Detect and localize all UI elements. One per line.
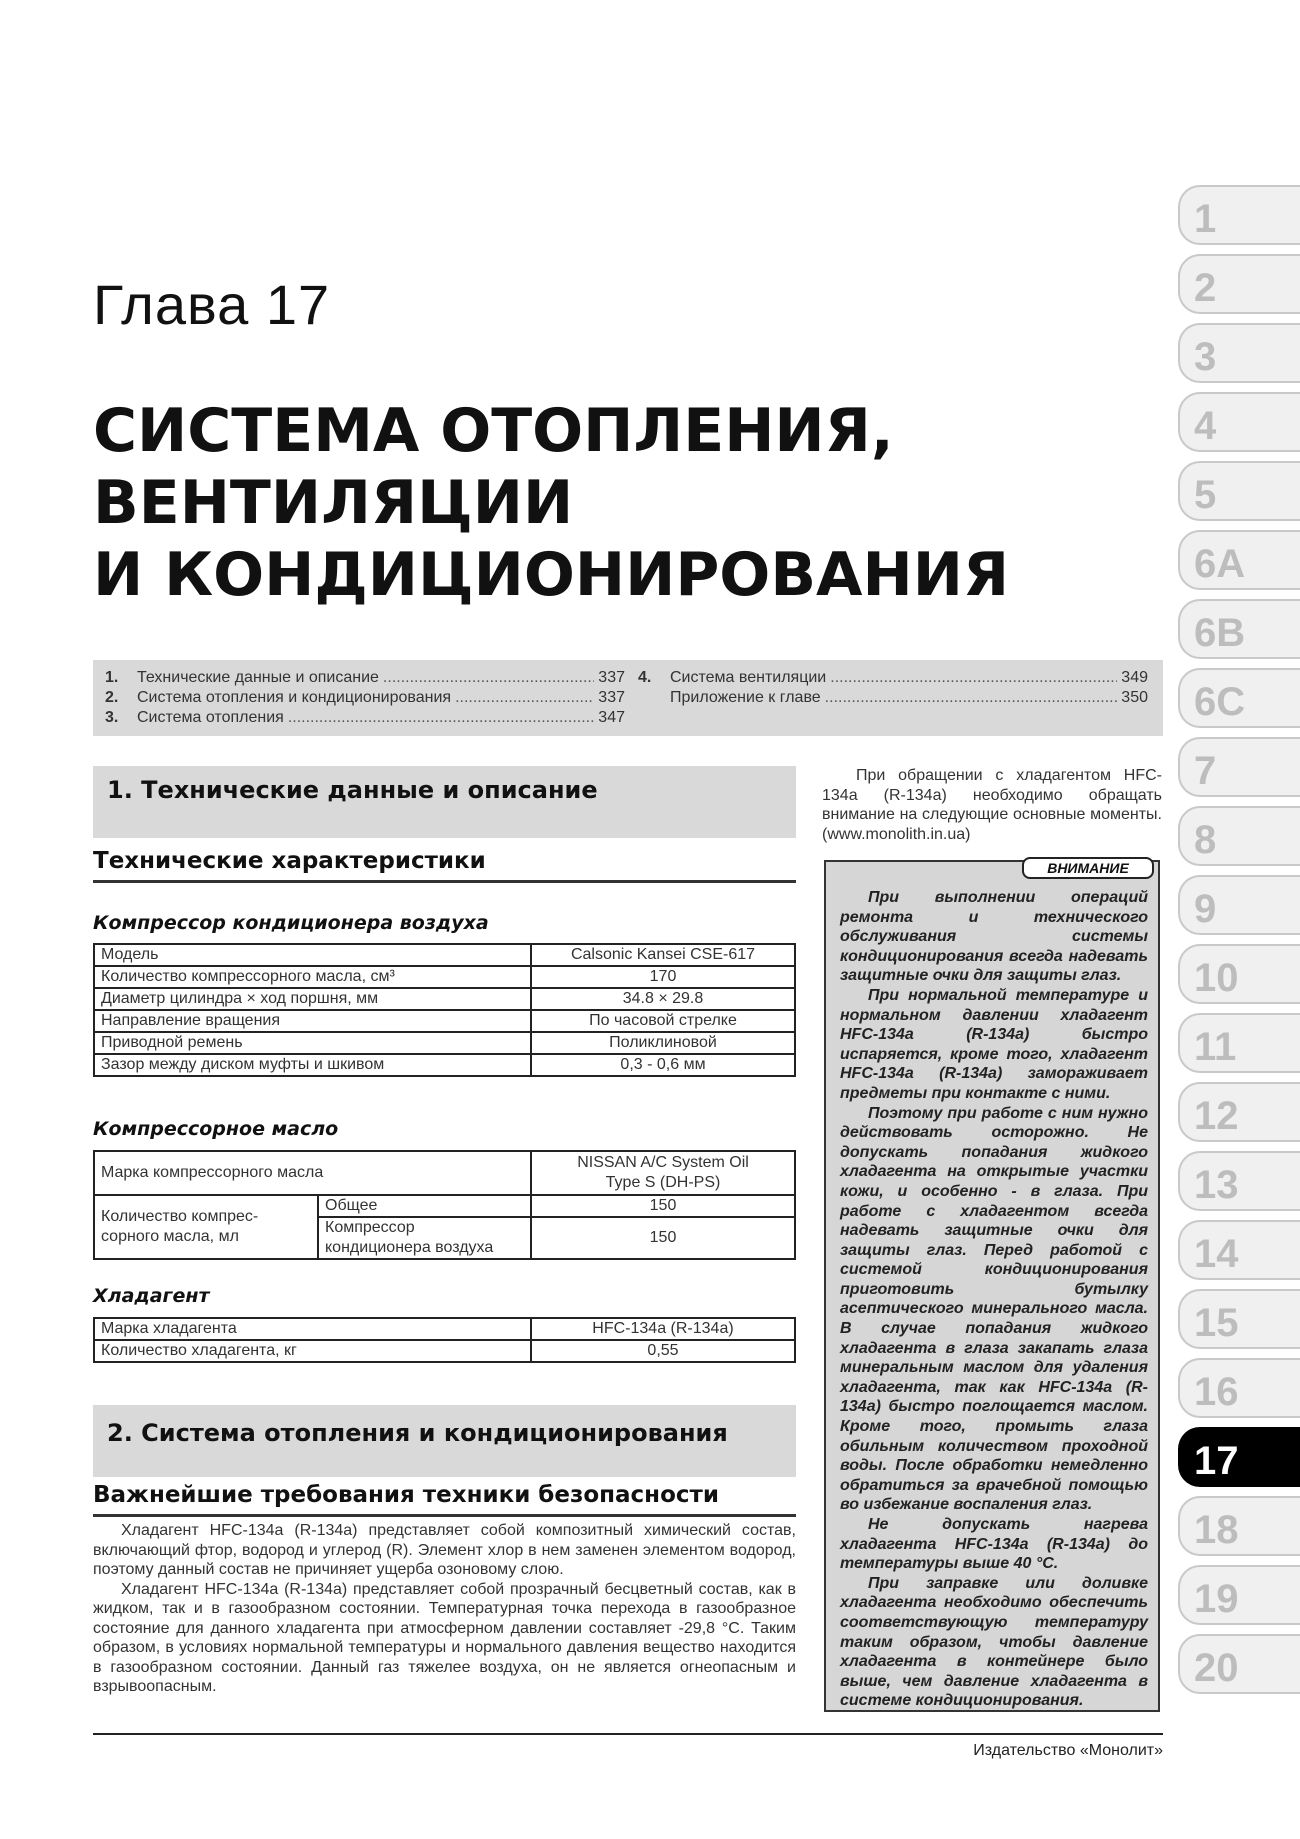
chapter-tab-label: 18 xyxy=(1194,1508,1239,1552)
paragraph: При обращении с хладагентом HFC-134a (R-134a) необходимо обращать внимание на следующие основные моменты. (www.monolith.in.ua) xyxy=(822,767,1162,843)
spec-value: 150 xyxy=(531,1195,795,1217)
warning-paragraph: Поэтому при работе с ним нужно действовать осторожно. Не допускать попадания жидкого хладагента на открытые участки кожи, и особенно - в глаза. При работе с хладагентом всегда надевать защитные очки для защиты глаз. Перед работой с системой кондиционирования приготовить бутылку асептического минерального масла. В случае попадания жидкого хладагента в глаза закапать глаза минеральным маслом для удаления хладагента, так как HFC-134a (R-134a) быстро поглощается маслом. Кроме того, промыть глаза обильным количеством проходной воды. После обработки немедленно обратиться за врачебной помощью во избежание воспаления глаз. xyxy=(840,1104,1148,1514)
footer-divider xyxy=(93,1733,1163,1735)
toc-leader xyxy=(825,688,1118,708)
spec-label xyxy=(94,1195,318,1259)
section-2-header: 2. Система отопления и кондиционирования xyxy=(93,1405,796,1477)
chapter-tab-label: 13 xyxy=(1194,1163,1239,1207)
chapter-tab-label: 7 xyxy=(1194,749,1217,793)
chapter-tab-label: 16 xyxy=(1194,1370,1239,1414)
compressor-heading: Компрессор кондиционера воздуха xyxy=(93,912,489,934)
spec-label: Модель xyxy=(94,944,531,966)
oil-spec-table xyxy=(93,1150,796,1260)
toc-leader xyxy=(455,688,594,708)
toc-leader xyxy=(383,668,594,688)
toc-item-text: Система отопления xyxy=(137,709,284,726)
spec-label-line: сорного масла, мл xyxy=(101,1228,239,1245)
chapter-tab-label: 5 xyxy=(1194,473,1217,517)
chapter-tab-label: 14 xyxy=(1194,1232,1239,1276)
chapter-tab-label: 19 xyxy=(1194,1577,1239,1621)
chapter-tab-4[interactable] xyxy=(1178,392,1300,452)
table-row xyxy=(94,1340,795,1362)
chapter-tab-label: 6A xyxy=(1194,542,1246,586)
toc-item-text: Приложение к главе xyxy=(670,689,821,706)
toc-column-left xyxy=(105,668,625,728)
spec-value: Calsonic Kansei CSE-617 xyxy=(531,944,795,966)
toc-item[interactable] xyxy=(105,688,625,708)
chapter-tab-13[interactable] xyxy=(1178,1151,1300,1211)
spec-label: Зазор между диском муфты и шкивом xyxy=(94,1054,531,1076)
chapter-tab-label: 20 xyxy=(1194,1646,1239,1690)
chapter-tab-15[interactable] xyxy=(1178,1289,1300,1349)
toc-item-number: 2. xyxy=(105,689,119,706)
chapter-tab-3[interactable] xyxy=(1178,323,1300,383)
toc-item[interactable] xyxy=(638,688,1148,708)
table-row xyxy=(94,1195,795,1217)
spec-sublabel: Общее xyxy=(318,1195,531,1217)
warning-paragraph: Не допускать нагрева хладагента HFC-134a (R-134a) до температуры выше 40 °С. xyxy=(840,1516,1148,1573)
toc-item-page: 350 xyxy=(1121,689,1148,706)
table-row xyxy=(94,988,795,1010)
spec-value-line: Type S (DH-PS) xyxy=(605,1174,721,1191)
publisher-name: Издательство «Монолит» xyxy=(973,1742,1163,1759)
chapter-tab-11[interactable] xyxy=(1178,1013,1300,1073)
table-row xyxy=(94,1318,795,1340)
table-of-contents xyxy=(93,660,1163,736)
chapter-tab-label: 9 xyxy=(1194,887,1217,931)
chapter-tab-12[interactable] xyxy=(1178,1082,1300,1142)
warning-label: ВНИМАНИЕ xyxy=(1022,857,1154,879)
toc-item-number: 3. xyxy=(105,709,119,726)
refrigerant-heading: Хладагент xyxy=(93,1285,210,1307)
chapter-tab-20[interactable] xyxy=(1178,1634,1300,1694)
toc-item-page: 337 xyxy=(598,669,625,686)
toc-item-text: Технические данные и описание xyxy=(137,669,379,686)
compressor-spec-table xyxy=(93,943,796,1077)
chapter-tab-label: 6B xyxy=(1194,611,1246,655)
right-intro xyxy=(822,766,1162,844)
table-row xyxy=(94,1032,795,1054)
chapter-tab-19[interactable] xyxy=(1178,1565,1300,1625)
table-row xyxy=(94,1010,795,1032)
chapter-tab-label: 2 xyxy=(1194,266,1217,310)
toc-item[interactable] xyxy=(105,668,625,688)
chapter-tab-label: 1 xyxy=(1194,197,1217,241)
section-1-header: 1. Технические данные и описание xyxy=(93,766,796,838)
toc-item-number: 4. xyxy=(638,669,652,686)
spec-value xyxy=(531,1151,795,1195)
toc-item[interactable] xyxy=(105,708,625,728)
section-2-body xyxy=(93,1521,796,1697)
paragraph: Хладагент HFC-134a (R-134a) представляет собой прозрачный бесцветный состав, как в жидком, так и в газообразном состоянии. Температурная точка перехода в газообразное состояние для данного хладагента при атмосферном давлении составляет -29,8 °С. Таким образом, в условиях нормальной температуры и нормального давления вещество находится в газообразном состоянии. Данный газ тяжелее воздуха, он не является огнеопасным и взрывоопасным. xyxy=(93,1580,796,1695)
spec-sublabel xyxy=(318,1217,531,1259)
section-2-subtitle: Важнейшие требования техники безопасности xyxy=(93,1482,796,1517)
spec-label: Приводной ремень xyxy=(94,1032,531,1054)
chapter-tab-label: 8 xyxy=(1194,818,1217,862)
chapter-tabs xyxy=(1178,185,1300,1703)
chapter-tab-9[interactable] xyxy=(1178,875,1300,935)
spec-value: 0,3 - 0,6 мм xyxy=(531,1054,795,1076)
warning-paragraph: При нормальной температуре и нормальном давлении хладагент HFC-134a (R-134a) быстро испаряется, кроме того, хладагент HFC-134a (R-134a) замораживает предметы при контакте с ними. xyxy=(840,986,1148,1102)
spec-value: По часовой стрелке xyxy=(531,1010,795,1032)
chapter-label: Глава 17 xyxy=(93,273,331,336)
toc-item-page: 337 xyxy=(598,689,625,706)
chapter-tab-18[interactable] xyxy=(1178,1496,1300,1556)
spec-label: Марка хладагента xyxy=(94,1318,531,1340)
spec-value: 34.8 × 29.8 xyxy=(531,988,795,1010)
chapter-tab-10[interactable] xyxy=(1178,944,1300,1004)
table-row xyxy=(94,1054,795,1076)
warning-box xyxy=(824,860,1160,1712)
oil-heading: Компрессорное масло xyxy=(93,1118,339,1140)
chapter-tab-label: 4 xyxy=(1194,404,1217,448)
toc-item-number: 1. xyxy=(105,669,119,686)
spec-value: HFC-134a (R-134a) xyxy=(531,1318,795,1340)
chapter-tab-label: 3 xyxy=(1194,335,1217,379)
chapter-tab-label: 10 xyxy=(1194,956,1239,1000)
chapter-tab-5[interactable] xyxy=(1178,461,1300,521)
chapter-tab-2[interactable] xyxy=(1178,254,1300,314)
toc-item-number xyxy=(638,688,670,708)
paragraph: Хладагент HFC-134a (R-134a) представляет собой композитный химический состав, включающий фтор, водород и углерод (R). Элемент хлор в нем заменен элементом водород, поэтому данный состав не причиняет ущерба озоновому слою. xyxy=(93,1522,796,1578)
chapter-title xyxy=(93,395,1133,611)
spec-value: 0,55 xyxy=(531,1340,795,1362)
spec-label-line: кондиционера воздуха xyxy=(325,1239,494,1256)
toc-item-text: Система отопления и кондиционирования xyxy=(137,689,452,706)
spec-label: Направление вращения xyxy=(94,1010,531,1032)
chapter-tab-label: 15 xyxy=(1194,1301,1239,1345)
chapter-tab-7[interactable] xyxy=(1178,737,1300,797)
spec-label-line: Количество компрес- xyxy=(101,1208,259,1225)
spec-value: 150 xyxy=(531,1217,795,1259)
refrigerant-spec-table xyxy=(93,1317,796,1363)
spec-value-line: NISSAN A/C System Oil xyxy=(577,1154,749,1171)
spec-label: Марка компрессорного масла xyxy=(94,1151,531,1195)
chapter-tab-label: 17 xyxy=(1194,1439,1239,1483)
chapter-tab-6c[interactable] xyxy=(1178,668,1300,728)
spec-label: Количество хладагента, кг xyxy=(94,1340,531,1362)
table-row xyxy=(94,1151,795,1195)
chapter-title-line: ВЕНТИЛЯЦИИ xyxy=(93,468,574,538)
spec-value: Поликлиновой xyxy=(531,1032,795,1054)
toc-item[interactable] xyxy=(638,668,1148,688)
toc-leader xyxy=(288,708,594,728)
toc-leader xyxy=(830,668,1117,688)
section-1-subtitle: Технические характеристики xyxy=(93,848,796,883)
table-row xyxy=(94,966,795,988)
spec-label: Количество компрессорного масла, см³ xyxy=(94,966,531,988)
chapter-tab-label: 11 xyxy=(1194,1025,1237,1069)
chapter-tab-1[interactable] xyxy=(1178,185,1300,245)
warning-paragraph: При заправке или доливке хладагента необходимо обеспечить соответствующую температуру таким образом, чтобы давление хладагента в контейнере было выше, чем давление хладагента в системе кондиционирования. xyxy=(840,1574,1148,1710)
toc-item-page: 349 xyxy=(1121,669,1148,686)
chapter-title-line: СИСТЕМА ОТОПЛЕНИЯ, xyxy=(93,396,894,466)
chapter-tab-16[interactable] xyxy=(1178,1358,1300,1418)
chapter-tab-8[interactable] xyxy=(1178,806,1300,866)
spec-value: 170 xyxy=(531,966,795,988)
chapter-tab-17[interactable] xyxy=(1178,1427,1300,1487)
warning-paragraph: При выполнении операций ремонта и технического обслуживания системы кондиционирования всегда надевать защитные очки для защиты глаз. xyxy=(840,889,1148,985)
toc-item-text: Система вентиляции xyxy=(670,669,827,686)
chapter-tab-label: 6C xyxy=(1194,680,1246,724)
toc-column-right xyxy=(638,668,1148,708)
chapter-tab-label: 12 xyxy=(1194,1094,1239,1138)
table-row xyxy=(94,944,795,966)
chapter-tab-14[interactable] xyxy=(1178,1220,1300,1280)
chapter-title-line: И КОНДИЦИОНИРОВАНИЯ xyxy=(93,540,1010,610)
spec-label: Диаметр цилиндра × ход поршня, мм xyxy=(94,988,531,1010)
spec-label-line: Компрессор xyxy=(325,1219,415,1236)
toc-item-page: 347 xyxy=(598,709,625,726)
chapter-tab-6b[interactable] xyxy=(1178,599,1300,659)
chapter-tab-6a[interactable] xyxy=(1178,530,1300,590)
